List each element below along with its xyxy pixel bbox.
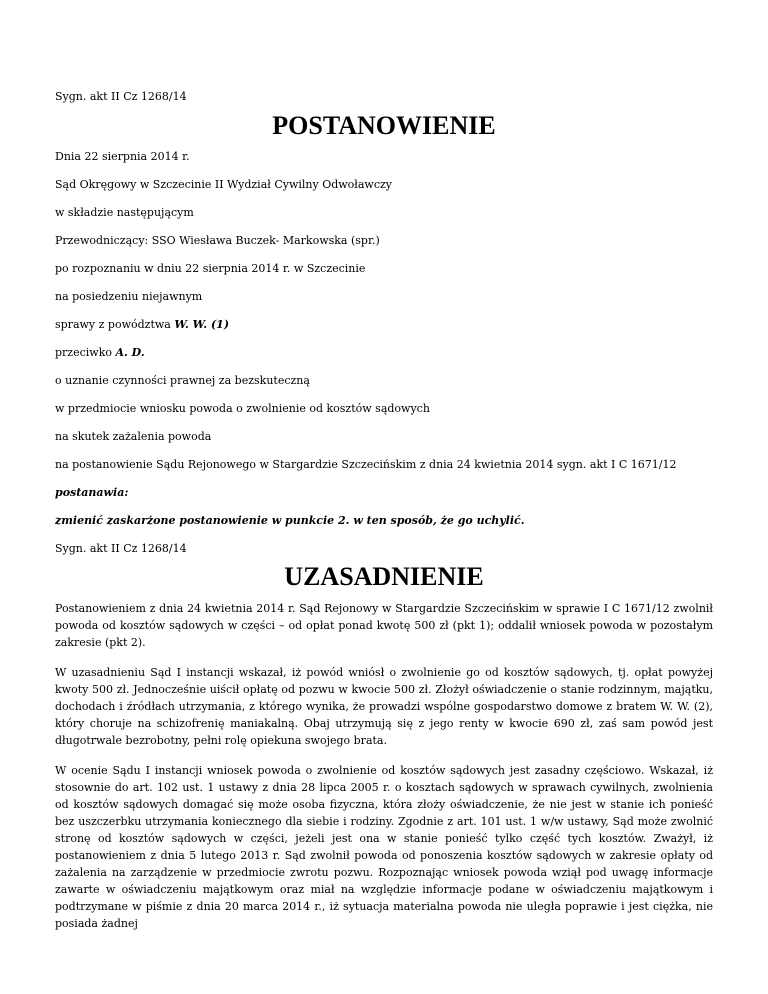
plaintiff-name: W. W. (1) — [174, 318, 230, 331]
defendant-line — [55, 346, 145, 360]
case-number-2: Sygn. akt II Cz 1268/14 — [55, 542, 187, 555]
plaintiff-line — [55, 318, 229, 332]
plaintiff-prefix: sprawy z powództwa — [55, 318, 175, 331]
court-name: Sąd Okręgowy w Szczecinie II Wydział Cywilny Odwoławczy — [55, 178, 392, 191]
session-type: na posiedzeniu niejawnym — [55, 290, 203, 303]
case-number: Sygn. akt II Cz 1268/14 — [55, 90, 187, 103]
justification-paragraph-3: W ocenie Sądu I instancji wniosek powoda o zwolnienie od kosztów sądowych jest zasadny częściowo. Wskazał, iż stosownie do art. 102 ust. 1 ustawy z dnia 28 lipca 2005 r. o kosztach sądowych w sprawach cywilnych, zwolnienia od kosztów sądowych domagać się może osoba fizyczna, która złoży oświadczenie, że nie jest w stanie ich ponieść bez uszczerbku utrzymania koniecznego dla siebie i rodziny. Zgodnie z art. 101 ust. 1 w/w ustawy, Sąd może zwolnić stronę od kosztów sądowych w części, jeżeli jest ona w stanie ponieść tylko część tych kosztów. Zważył, iż postanowieniem z dnia 5 lutego 2013 r. Sąd zwolnił powoda od ponoszenia kosztów sądowych w zakresie opłaty od zażalenia na zarządzenie w przedmiocie zwrotu pozwu. Rozpoznając wniosek powoda wziął pod uwagę informacje zawarte w oświadczeniu majątkowym oraz miał na względzie informacje podane w oświadczeniu majątkowym i podtrzymane w piśmie z dnia 20 marca 2014 r., iż sytuacja materialna powoda nie uległa poprawie i jest ciężka, nie posiada żadnej — [55, 764, 713, 930]
presiding-judge: Przewodniczący: SSO Wiesława Buczek- Markowska (spr.) — [55, 234, 380, 247]
defendant-name: A. D. — [115, 346, 145, 359]
justification-title: UZASADNIENIE — [284, 562, 484, 591]
ruling-verb: postanawia: — [55, 486, 129, 499]
lower-court-ruling: na postanowienie Sądu Rejonowego w Stargardzie Szczecińskim z dnia 24 kwietnia 2014 sygn. akt I C 1671/12 — [55, 458, 677, 471]
appeal-info: na skutek zażalenia powoda — [55, 430, 212, 443]
decision-date: Dnia 22 sierpnia 2014 r. — [55, 150, 190, 163]
hearing-info: po rozpoznaniu w dniu 22 sierpnia 2014 r. w Szczecinie — [55, 262, 366, 275]
document-title: POSTANOWIENIE — [272, 111, 496, 140]
ruling-text: zmienić zaskarżone postanowienie w punkcie 2. w ten sposób, że go uchylić. — [55, 514, 525, 527]
case-subject: o uznanie czynności prawnej za bezskuteczną — [55, 374, 310, 387]
motion-subject: w przedmiocie wniosku powoda o zwolnienie od kosztów sądowych — [55, 402, 430, 415]
court-composition: w składzie następującym — [55, 206, 194, 219]
justification-paragraph-2: W uzasadnieniu Sąd I instancji wskazał, iż powód wniósł o zwolnienie go od kosztów sądowych, tj. opłat powyżej kwoty 500 zł. Jednocześnie uiścił opłatę od pozwu w kwocie 500 zł. Złożył oświadczenie o stanie rodzinnym, majątku, dochodach i źródłach utrzymania, z którego wynika, że prowadzi wspólne gospodarstwo domowe z bratem W. W. (2), który choruje na schizofrenię maniakalną. Obaj utrzymują się z jego renty w kwocie 690 zł, zaś sam powód jest długotrwale bezrobotny, pełni rolę opiekuna swojego brata. — [55, 666, 713, 747]
justification-paragraph-1: Postanowieniem z dnia 24 kwietnia 2014 r. Sąd Rejonowy w Stargardzie Szczecińskim w sprawie I C 1671/12 zwolnił powoda od kosztów sądowych w części – od opłat ponad kwotę 500 zł (pkt 1); oddalił wniosek powoda w pozostałym zakresie (pkt 2). — [55, 602, 713, 649]
defendant-prefix: przeciwko — [55, 346, 116, 359]
